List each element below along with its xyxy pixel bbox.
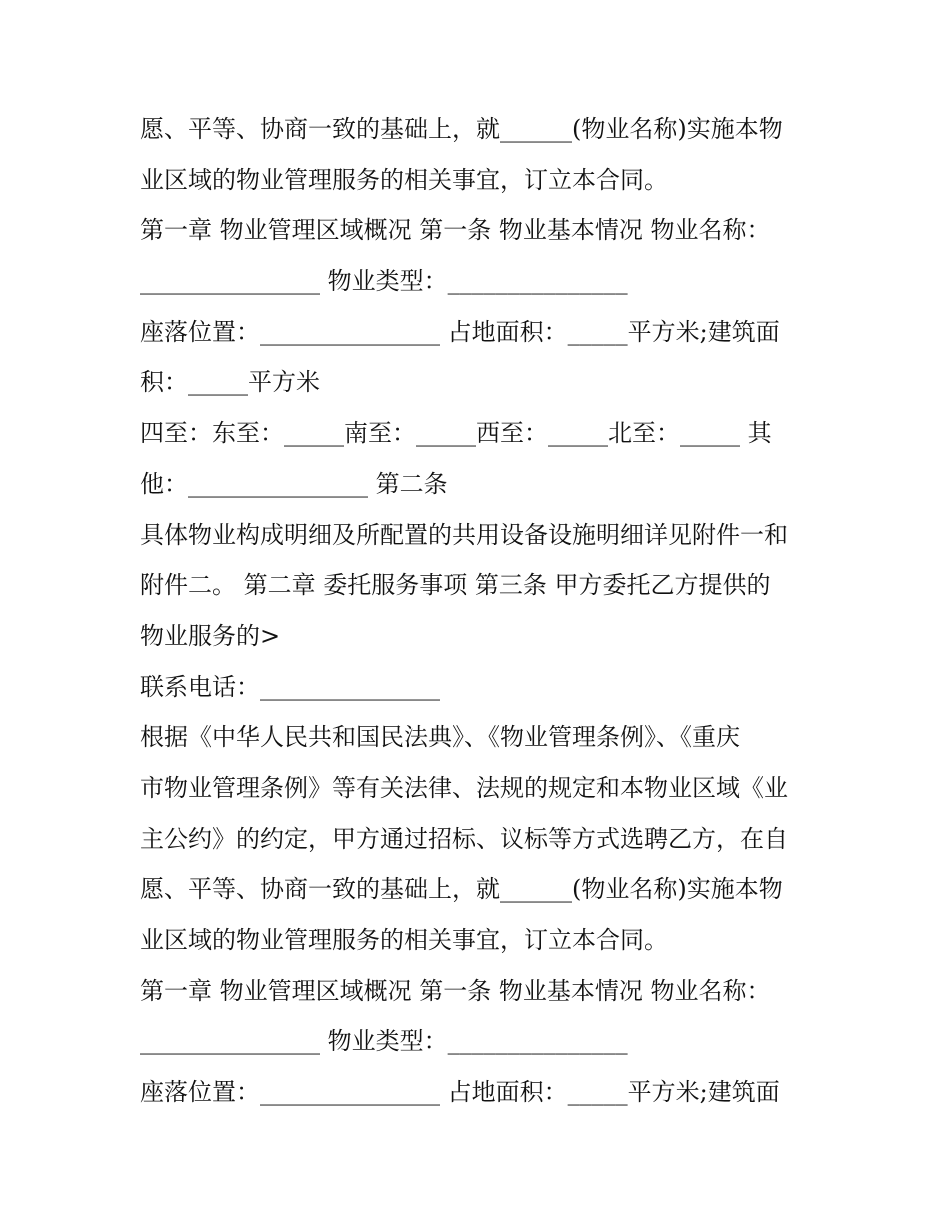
text-line: 联系电话：_______________ <box>140 672 440 701</box>
text-line: 愿、平等、协商一致的基础上，就______(物业名称)实施本物 <box>140 875 783 904</box>
text-line: _______________ 物业类型：_______________ <box>140 267 628 296</box>
text-line: 座落位置：_______________ 占地面积：_____平方米;建筑面 <box>140 317 780 346</box>
text-line: 物业服务的> <box>140 621 281 650</box>
text-line: 座落位置：_______________ 占地面积：_____平方米;建筑面 <box>140 1078 780 1107</box>
text-line: 第一章 物业管理区域概况 第一条 物业基本情况 物业名称： <box>140 216 771 245</box>
text-line: 主公约》的约定，甲方通过招标、议标等方式选聘乙方，在自 <box>140 824 788 853</box>
text-line: 第一章 物业管理区域概况 第一条 物业基本情况 物业名称： <box>140 976 771 1005</box>
text-line: 积：_____平方米 <box>140 368 320 397</box>
text-line: 业区域的物业管理服务的相关事宜，订立本合同。 <box>140 165 668 194</box>
text-line: 具体物业构成明细及所配置的共用设备设施明细详见附件一和 <box>140 520 788 549</box>
text-line: 四至：东至：_____南至：_____西至：_____北至：_____ 其 <box>140 419 772 448</box>
text-line: 他：_______________ 第二条 <box>140 469 448 498</box>
text-line: _______________ 物业类型：_______________ <box>140 1027 628 1056</box>
text-line: 业区域的物业管理服务的相关事宜，订立本合同。 <box>140 926 668 954</box>
text-line: 附件二。 第二章 委托服务事项 第三条 甲方委托乙方提供的 <box>140 571 771 600</box>
text-line: 愿、平等、协商一致的基础上，就______(物业名称)实施本物 <box>140 115 783 143</box>
text-line: 市物业管理条例》等有关法律、法规的规定和本物业区域《业 <box>140 773 788 802</box>
text-line: 根据《中华人民共和国民法典》、《物业管理条例》、《重庆 <box>140 723 740 752</box>
document-body <box>140 104 830 1118</box>
